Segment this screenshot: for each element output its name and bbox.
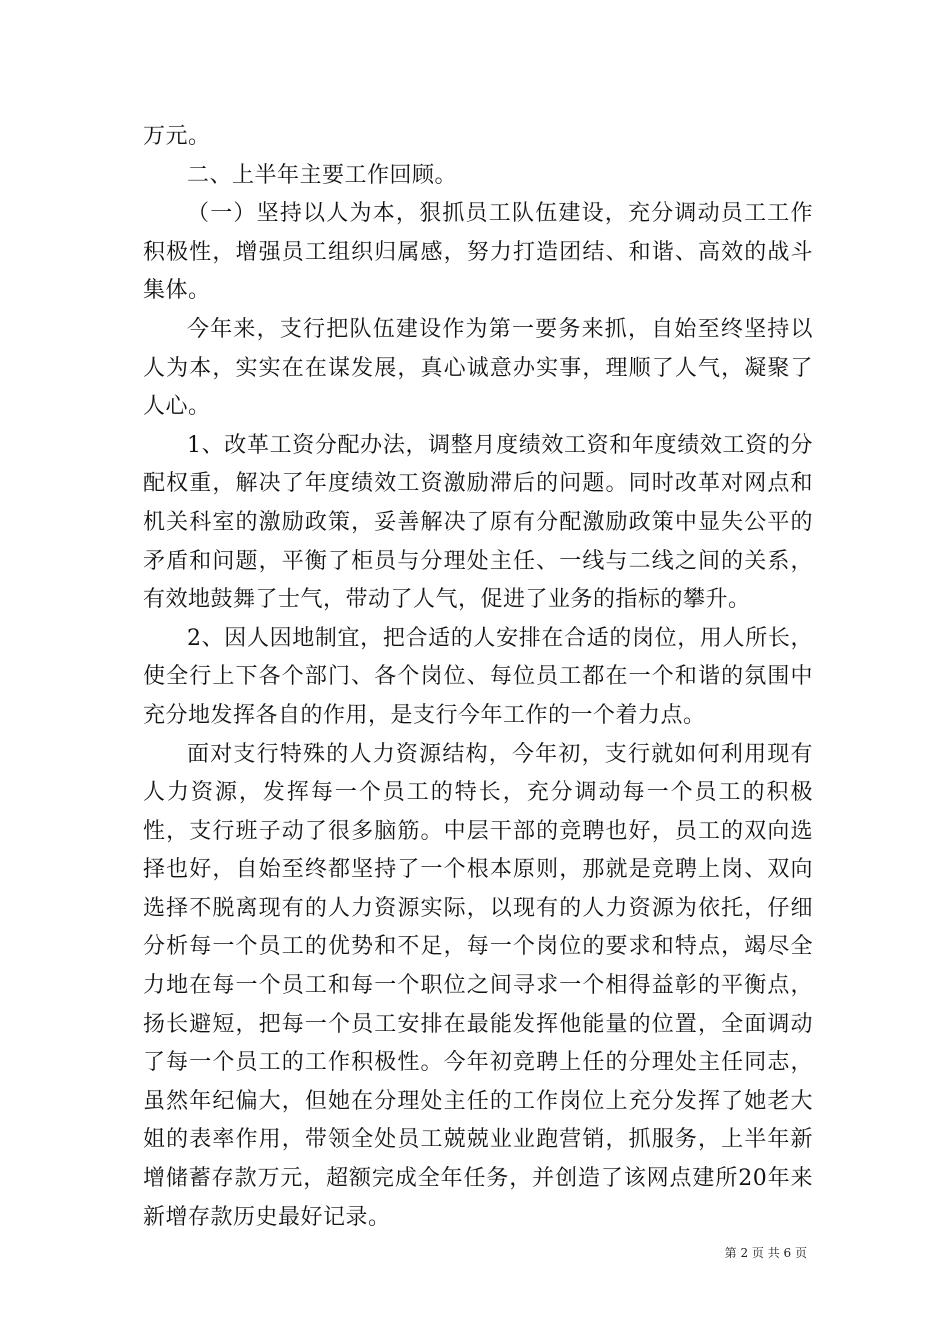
paragraph-item-1: 1、改革工资分配办法，调整月度绩效工资和年度绩效工资的分配权重，解决了年度绩效工资激励滞后的问题。同时改革对网点和机关科室的激励政策，妥善解决了原有分配激励政策中显失公平的矛盾和问题，平衡了柜员与分理处主任、一线与二线之间的关系，有效地鼓舞了士气，带动了人气，促进了业务的指标的攀升。 [143,432,813,613]
paragraph-team-building: 今年来，支行把队伍建设作为第一要务来抓，自始至终坚持以人为本，实实在在谋发展，真心诚意办实事，理顺了人气，凝聚了人心。 [143,316,813,420]
page-number-footer: 第 2 页 共 6 页 [724,1246,807,1260]
subsection-heading: （一）坚持以人为本，狠抓员工队伍建设，充分调动员工工作积极性，增强员工组织归属感，努力打造团结、和谐、高效的战斗集体。 [143,201,813,304]
section-heading: 二、上半年主要工作回顾。 [187,162,458,188]
paragraph-item-2: 2、因人因地制宜，把合适的人安排在合适的岗位，用人所长，使全行上下各个部门、各个岗位、每位员工都在一个和谐的氛围中充分地发挥各自的作用，是支行今年工作的一个着力点。 [143,625,813,728]
paragraph-continuation: 万元。 [143,124,211,149]
document-body [143,118,813,1237]
paragraph-hr-structure: 面对支行特殊的人力资源结构，今年初，支行就如何利用现有人力资源，发挥每一个员工的特长，充分调动每一个员工的积极性，支行班子动了很多脑筋。中层干部的竞聘也好，员工的双向选择也好，自始至终都坚持了一个根本原则，那就是竞聘上岗、双向选择不脱离现有的人力资源实际，以现有的人力资源为依托，仔细分析每一个员工的优势和不足，每一个岗位的要求和特点，竭尽全力地在每一个员工和每一个职位之间寻求一个相得益彰的平衡点，扬长避短，把每一个员工安排在最能发挥他能量的位置，全面调动了每一个员工的工作积极性。今年初竞聘上任的分理处主任同志，虽然年纪偏大，但她在分理处主任的工作岗位上充分发挥了她老大姐的表率作用，带领全处员工兢兢业业跑营销，抓服务，上半年新增储蓄存款万元，超额完成全年任务，并创造了该网点建所20年来新增存款历史最好记录。 [143,741,813,1230]
